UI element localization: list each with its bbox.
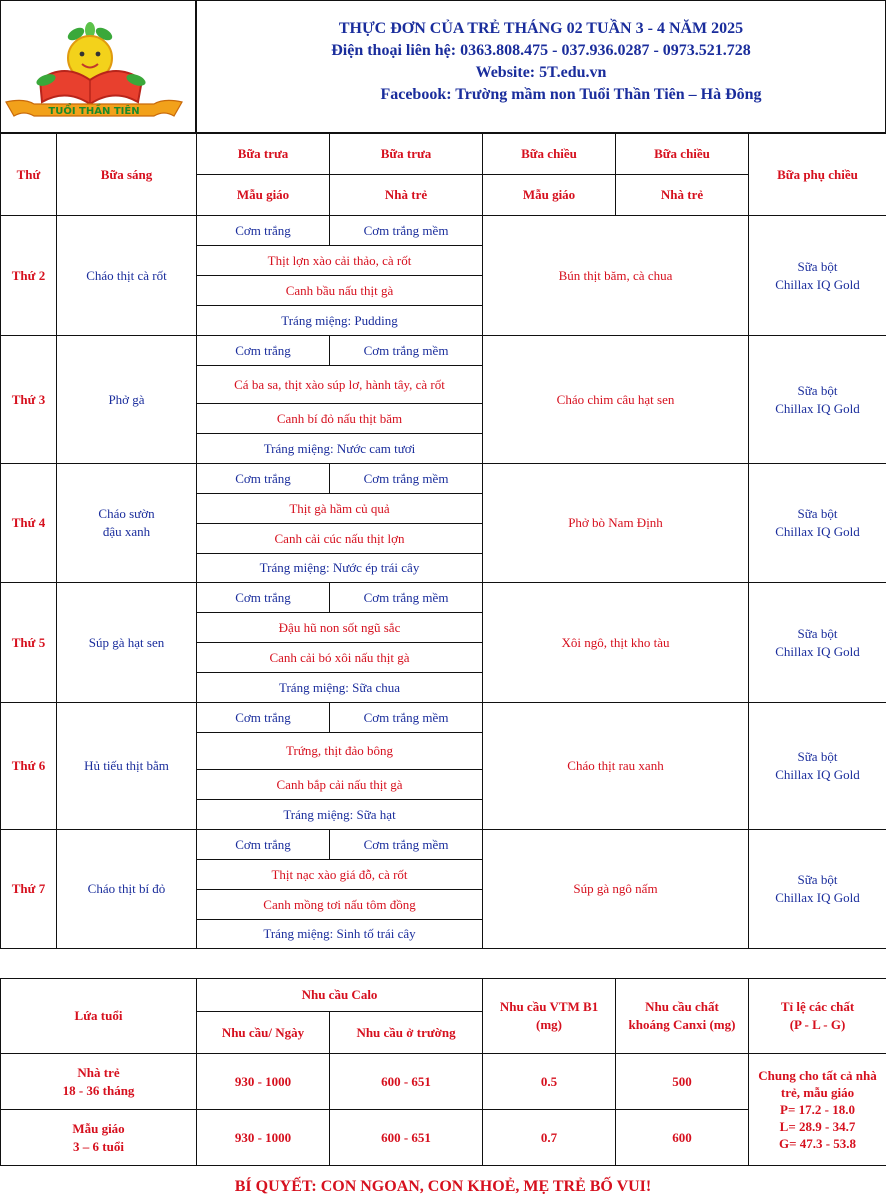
- nutrition-table: [0, 978, 886, 1166]
- subheader-lunch-nursery: Nhà trẻ: [330, 175, 483, 216]
- kindergarten-calcium: 600: [616, 1110, 749, 1166]
- breakfast-cell: Cháo sườn đậu xanh: [57, 464, 197, 583]
- rice-nursery: Cơm trắng mềm: [330, 583, 483, 613]
- snack-cell: [749, 464, 886, 583]
- dessert: Tráng miệng: Sữa chua: [197, 673, 483, 703]
- rice-kindergarten: Cơm trắng: [197, 216, 330, 246]
- logo-icon: [4, 22, 184, 122]
- nursery-calcium: 500: [616, 1054, 749, 1110]
- snack-line-2: Chillax IQ Gold: [775, 524, 860, 539]
- header-lunch-mg: Bữa trưa: [197, 134, 330, 175]
- breakfast-cell: Cháo thịt bí đỏ: [57, 830, 197, 949]
- snack-line-1: Sữa bột: [797, 382, 838, 398]
- dessert: Tráng miệng: Sữa hạt: [197, 800, 483, 830]
- snack-line-2: Chillax IQ Gold: [775, 890, 860, 905]
- dessert: Tráng miệng: Pudding: [197, 306, 483, 336]
- subheader-lunch-kindergarten: Mẫu giáo: [197, 175, 330, 216]
- header-vtm-b1: Nhu cầu VTM B1 (mg): [483, 979, 616, 1054]
- header-text: [196, 18, 886, 106]
- breakfast-cell: Phở gà: [57, 336, 197, 464]
- header-afternoon-nt: Bữa chiều: [616, 134, 749, 175]
- afternoon-cell: Phở bò Nam Định: [483, 464, 749, 583]
- day-label: Thứ 6: [1, 703, 57, 830]
- header-calcium: Nhu cầu chất khoáng Canxi (mg): [616, 979, 749, 1054]
- breakfast-cell: Súp gà hạt sen: [57, 583, 197, 703]
- website-line: Website: 5T.edu.vn: [475, 64, 607, 81]
- age-kindergarten: Mẫu giáo 3 – 6 tuổi: [1, 1110, 197, 1166]
- rice-kindergarten: Cơm trắng: [197, 464, 330, 494]
- day-label: Thứ 4: [1, 464, 57, 583]
- header-breakfast: Bữa sáng: [57, 134, 197, 216]
- soup-dish: Canh bí đỏ nấu thịt băm: [197, 404, 483, 434]
- afternoon-cell: Súp gà ngô nấm: [483, 830, 749, 949]
- subheader-afternoon-kindergarten: Mẫu giáo: [483, 175, 616, 216]
- nursery-vtm: 0.5: [483, 1054, 616, 1110]
- soup-dish: Canh bắp cải nấu thịt gà: [197, 770, 483, 800]
- breakfast-cell: Hủ tiếu thịt bằm: [57, 703, 197, 830]
- soup-dish: Canh cải bó xôi nấu thịt gà: [197, 643, 483, 673]
- svg-text:TUỔI THẦN TIÊN: TUỔI THẦN TIÊN: [48, 106, 140, 117]
- day-label: Thứ 7: [1, 830, 57, 949]
- rice-nursery: Cơm trắng mềm: [330, 464, 483, 494]
- rice-nursery: Cơm trắng mềm: [330, 336, 483, 366]
- afternoon-cell: Xôi ngô, thịt kho tàu: [483, 583, 749, 703]
- snack-cell: [749, 216, 886, 336]
- nursery-at-school: 600 - 651: [330, 1054, 483, 1110]
- day-label: Thứ 3: [1, 336, 57, 464]
- snack-line-1: Sữa bột: [797, 872, 838, 887]
- rice-nursery: Cơm trắng mềm: [330, 216, 483, 246]
- rice-nursery: Cơm trắng mềm: [330, 830, 483, 860]
- school-logo: [4, 22, 184, 122]
- rice-kindergarten: Cơm trắng: [197, 336, 330, 366]
- subheader-afternoon-nursery: Nhà trẻ: [616, 175, 749, 216]
- rice-nursery: Cơm trắng mềm: [330, 703, 483, 733]
- afternoon-cell: Bún thịt băm, cà chua: [483, 216, 749, 336]
- menu-body: [1, 216, 886, 949]
- main-dish: Trứng, thịt đảo bông: [197, 733, 483, 770]
- snack-cell: [749, 703, 886, 830]
- day-label: Thứ 5: [1, 583, 57, 703]
- snack-line-2: Chillax IQ Gold: [775, 276, 860, 292]
- snack-line-1: Sữa bột: [797, 506, 838, 521]
- dessert: Tráng miệng: Sinh tố trái cây: [197, 920, 483, 949]
- header-at-school: Nhu cầu ở trường: [330, 1012, 483, 1054]
- snack-cell: [749, 583, 886, 703]
- day-label: Thứ 2: [1, 216, 57, 336]
- main-dish: Thịt nạc xào giá đỗ, cà rốt: [197, 860, 483, 890]
- snack-line-2: Chillax IQ Gold: [775, 400, 860, 416]
- dessert: Tráng miệng: Nước ép trái cây: [197, 554, 483, 583]
- main-dish: Cá ba sa, thịt xào súp lơ, hành tây, cà rốt: [197, 366, 483, 404]
- menu-title: THỰC ĐƠN CỦA TRẺ THÁNG 02 TUẦN 3 - 4 NĂM 2025: [338, 20, 744, 37]
- main-dish: Thịt gà hầm củ quả: [197, 494, 483, 524]
- soup-dish: Canh cải cúc nấu thịt lợn: [197, 524, 483, 554]
- snack-cell: [749, 830, 886, 949]
- kindergarten-per-day: 930 - 1000: [197, 1110, 330, 1166]
- afternoon-cell: Cháo chim câu hạt sen: [483, 336, 749, 464]
- snack-line-1: Sữa bột: [797, 749, 838, 764]
- header-ratio: Tỉ lệ các chất (P - L - G): [749, 979, 886, 1054]
- snack-line-1: Sữa bột: [797, 625, 838, 641]
- footer-slogan: BÍ QUYẾT: CON NGOAN, CON KHOẺ, MẸ TRẺ BỐ VUI!: [234, 1178, 652, 1195]
- rice-kindergarten: Cơm trắng: [197, 830, 330, 860]
- main-dish: Đậu hũ non sốt ngũ sắc: [197, 613, 483, 643]
- dessert: Tráng miệng: Nước cam tươi: [197, 434, 483, 464]
- ratio-values: Chung cho tất cả nhà trẻ, mẫu giáo P= 17.2 - 18.0 L= 28.9 - 34.7 G= 47.3 - 53.8: [749, 1054, 886, 1166]
- snack-line-1: Sữa bột: [797, 258, 838, 274]
- menu-table: [0, 133, 886, 949]
- header-per-day: Nhu cầu/ Ngày: [197, 1012, 330, 1054]
- header-calo: Nhu cầu Calo: [197, 979, 483, 1012]
- rice-kindergarten: Cơm trắng: [197, 583, 330, 613]
- kindergarten-at-school: 600 - 651: [330, 1110, 483, 1166]
- soup-dish: Canh mồng tơi nấu tôm đồng: [197, 890, 483, 920]
- header-age: Lứa tuổi: [1, 979, 197, 1054]
- afternoon-cell: Cháo thịt rau xanh: [483, 703, 749, 830]
- snack-line-2: Chillax IQ Gold: [775, 767, 860, 782]
- header-day: Thứ: [1, 134, 57, 216]
- age-nursery: Nhà trẻ 18 - 36 tháng: [1, 1054, 197, 1110]
- header-afternoon-mg: Bữa chiều: [483, 134, 616, 175]
- facebook-line: Facebook: Trường mầm non Tuổi Thần Tiên – Hà Đông: [380, 86, 762, 103]
- breakfast-cell: Cháo thịt cà rốt: [57, 216, 197, 336]
- soup-dish: Canh bầu nấu thịt gà: [197, 276, 483, 306]
- snack-cell: [749, 336, 886, 464]
- header-lunch-nt: Bữa trưa: [330, 134, 483, 175]
- header-snack: Bữa phụ chiều: [749, 134, 886, 216]
- rice-kindergarten: Cơm trắng: [197, 703, 330, 733]
- snack-line-2: Chillax IQ Gold: [775, 643, 860, 659]
- main-dish: Thịt lợn xào cải thảo, cà rốt: [197, 246, 483, 276]
- nursery-per-day: 930 - 1000: [197, 1054, 330, 1110]
- phone-line: Điện thoại liên hệ: 0363.808.475 - 037.936.0287 - 0973.521.728: [331, 42, 751, 59]
- kindergarten-vtm: 0.7: [483, 1110, 616, 1166]
